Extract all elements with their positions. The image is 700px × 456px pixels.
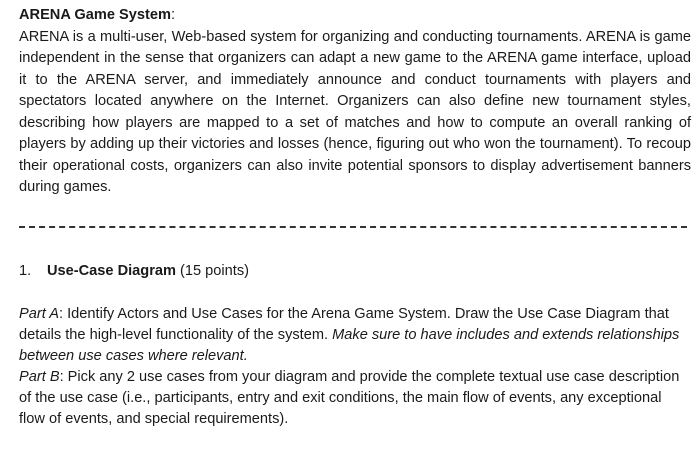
system-title: ARENA Game System	[19, 7, 171, 23]
part-b-paragraph	[19, 367, 687, 430]
question-heading	[19, 261, 249, 281]
part-a-paragraph	[19, 304, 687, 367]
part-b-label: Part B	[19, 369, 60, 385]
part-b-text: : Pick any 2 use cases from your diagram and provide the complete textual use case description of the use case (i.e., participants, entry and exit conditions, the main flow of events, any exceptional flow of events, and special requirements).	[19, 369, 680, 427]
part-a-label: Part A	[19, 306, 60, 322]
question-number: 1.	[19, 263, 32, 279]
part-a-text: : Identify Actors and Use Cases for the Arena Game System. Draw the Use Case Diagram that details the high-level functionality of the system.	[19, 306, 669, 343]
system-description: ARENA is a multi-user, Web-based system for organizing and conducting tournaments. ARENA is game independent in the sense that organizers can adapt a new game to the ARENA game interface, upload it to the ARENA server, and immediately announce and conduct tournaments with players and spectators located anywhere on the Internet. Organizers can also define new tournament styles, describing how players are mapped to a set of matches and how to compute an overall ranking of players by adding up their victories and losses (hence, figuring out who won the tournament). To recoup their operational costs, organizers can also invite potential sponsors to display advertisement banners during games.	[19, 28, 691, 195]
intro-paragraph	[19, 5, 691, 199]
question-points: (15 points)	[175, 263, 249, 279]
question-title: Use-Case Diagram	[47, 263, 176, 279]
part-a-emphasis: Make sure to have includes and extends relationships between use cases where relevant.	[19, 327, 680, 364]
dashed-divider	[19, 226, 687, 228]
system-title-colon: :	[170, 7, 175, 23]
